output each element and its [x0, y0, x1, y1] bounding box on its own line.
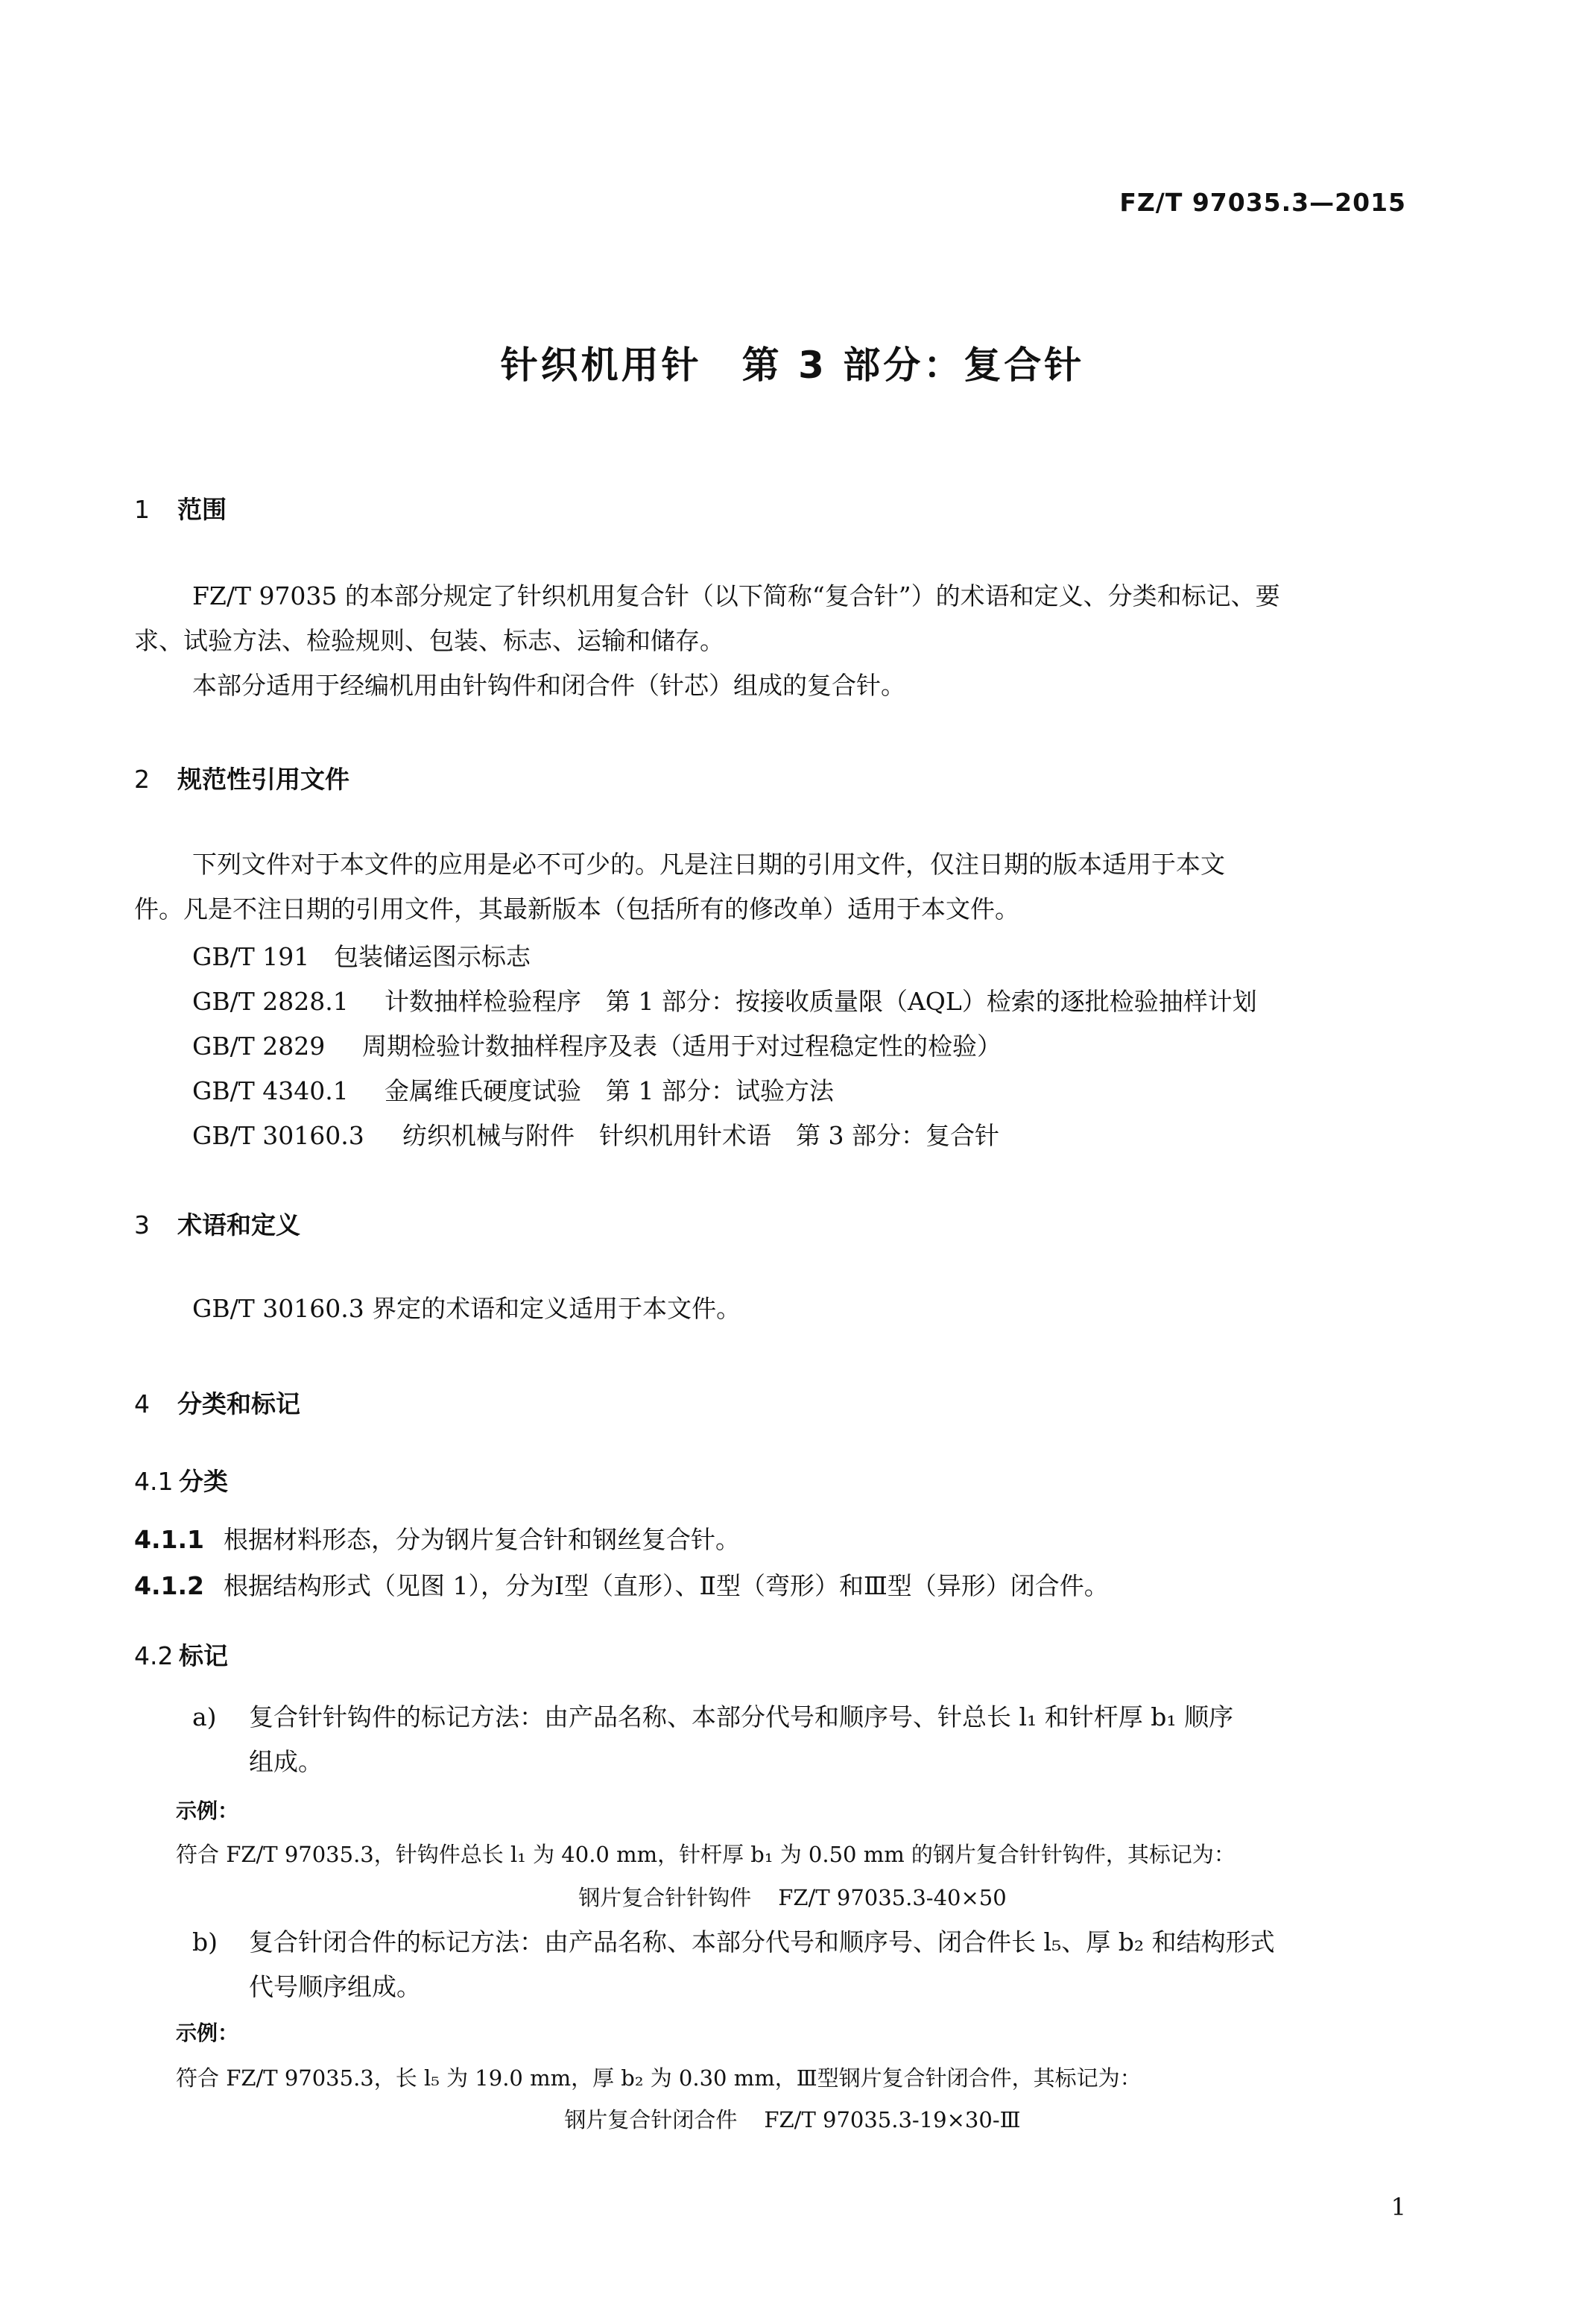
- clause-4-1-2: [134, 1567, 1109, 1602]
- list-item-a-continuation: 组成。: [249, 1747, 323, 1776]
- reference-code: GB/T 2829: [192, 1032, 326, 1061]
- refs-intro-line2: 件。凡是不注日期的引用文件，其最新版本（包括所有的修改单）适用于本文件。: [134, 894, 1019, 923]
- marking-example: [0, 1881, 1585, 1912]
- refs-intro-line1: 下列文件对于本文件的应用是必不可少的。凡是注日期的引用文件，仅注日期的版本适用于本文: [192, 850, 1225, 879]
- section-title: 范围: [177, 495, 227, 524]
- reference-code: GB/T 2828.1: [192, 987, 349, 1016]
- terms-para: GB/T 30160.3 界定的术语和定义适用于本文件。: [192, 1294, 741, 1323]
- subsection-number: 4.2: [134, 1641, 174, 1670]
- section-title: 规范性引用文件: [177, 765, 349, 794]
- page-number: 1: [1391, 2193, 1406, 2221]
- reference-item: [192, 938, 531, 973]
- marking-code: FZ/T 97035.3-40×50: [778, 1885, 1007, 1910]
- example-text: 符合 FZ/T 97035.3，长 l₅ 为 19.0 mm，厚 b₂ 为 0.30 mm，Ⅲ型钢片复合针闭合件，其标记为：: [176, 2065, 1142, 2091]
- list-item-text: 复合针闭合件的标记方法：由产品名称、本部分代号和顺序号、闭合件长 l₅、厚 b₂ 和结构形式: [249, 1927, 1275, 1957]
- section-number: 3: [134, 1210, 150, 1240]
- example-label: 示例：: [176, 2021, 239, 2045]
- list-marker: b): [192, 1927, 218, 1957]
- list-item-b: [192, 1920, 1275, 1965]
- list-item-a: [192, 1695, 1233, 1740]
- clause-text: 根据结构形式（见图 1），分为Ⅰ型（直形）、Ⅱ型（弯形）和Ⅲ型（异形）闭合件。: [224, 1571, 1109, 1600]
- clause-4-1-1: [134, 1521, 740, 1556]
- marking-name: 钢片复合针针钩件: [578, 1885, 752, 1910]
- reference-item: [192, 1072, 834, 1107]
- subsection-title: 标记: [179, 1641, 228, 1670]
- reference-code: GB/T 4340.1: [192, 1076, 349, 1105]
- section-3-heading: [134, 1206, 300, 1241]
- example-label: 示例：: [176, 1799, 239, 1823]
- reference-item: [192, 1117, 999, 1152]
- scope-para2: 本部分适用于经编机用由针钩件和闭合件（针芯）组成的复合针。: [192, 671, 905, 700]
- marking-code: FZ/T 97035.3-19×30-Ⅲ: [764, 2107, 1021, 2132]
- scope-para1-line1: FZ/T 97035 的本部分规定了针织机用复合针（以下简称“复合针”）的术语和定义、分类和标记、要: [192, 581, 1280, 610]
- clause-text: 根据材料形态，分为钢片复合针和钢丝复合针。: [224, 1525, 740, 1554]
- reference-title: 周期检验计数抽样程序及表（适用于对过程稳定性的检验）: [362, 1032, 1002, 1061]
- marking-name: 钢片复合针闭合件: [564, 2107, 738, 2132]
- subsection-title: 分类: [179, 1467, 228, 1496]
- scope-para1-line2: 求、试验方法、检验规则、包装、标志、运输和储存。: [134, 626, 724, 655]
- list-item-text: 复合针针钩件的标记方法：由产品名称、本部分代号和顺序号、针总长 l₁ 和针杆厚 b₁ 顺序: [249, 1702, 1234, 1731]
- document-code: FZ/T 97035.3—2015: [1119, 188, 1406, 217]
- section-2-heading: [134, 760, 349, 795]
- example-text: 符合 FZ/T 97035.3，针钩件总长 l₁ 为 40.0 mm，针杆厚 b₁ 为 0.50 mm 的钢片复合针针钩件，其标记为：: [176, 1842, 1236, 1867]
- clause-number: 4.1.1: [134, 1525, 204, 1554]
- reference-item: [192, 982, 1257, 1017]
- marking-example: [0, 2103, 1585, 2134]
- document-title: 针织机用针 第 3 部分：复合针: [500, 344, 1085, 387]
- section-number: 2: [134, 765, 150, 794]
- subsection-4-1-heading: [134, 1462, 228, 1497]
- section-4-heading: [134, 1385, 300, 1420]
- section-number: 1: [134, 495, 150, 524]
- reference-title: 金属维氏硬度试验 第 1 部分：试验方法: [385, 1076, 834, 1105]
- reference-title: 计数抽样检验程序 第 1 部分：按接收质量限（AQL）检索的逐批检验抽样计划: [385, 987, 1257, 1016]
- section-title: 分类和标记: [177, 1389, 300, 1418]
- subsection-number: 4.1: [134, 1467, 174, 1496]
- reference-title: 纺织机械与附件 针织机用针术语 第 3 部分：复合针: [402, 1121, 999, 1150]
- section-1-heading: [134, 490, 227, 525]
- section-number: 4: [134, 1389, 150, 1418]
- reference-title: 包装储运图示标志: [334, 942, 531, 971]
- reference-code: GB/T 191: [192, 942, 310, 971]
- reference-item: [192, 1027, 1002, 1062]
- clause-number: 4.1.2: [134, 1571, 204, 1600]
- list-item-b-continuation: 代号顺序组成。: [249, 1972, 421, 2001]
- list-marker: a): [192, 1702, 217, 1731]
- section-title: 术语和定义: [177, 1210, 300, 1240]
- subsection-4-2-heading: [134, 1637, 228, 1672]
- reference-code: GB/T 30160.3: [192, 1121, 364, 1150]
